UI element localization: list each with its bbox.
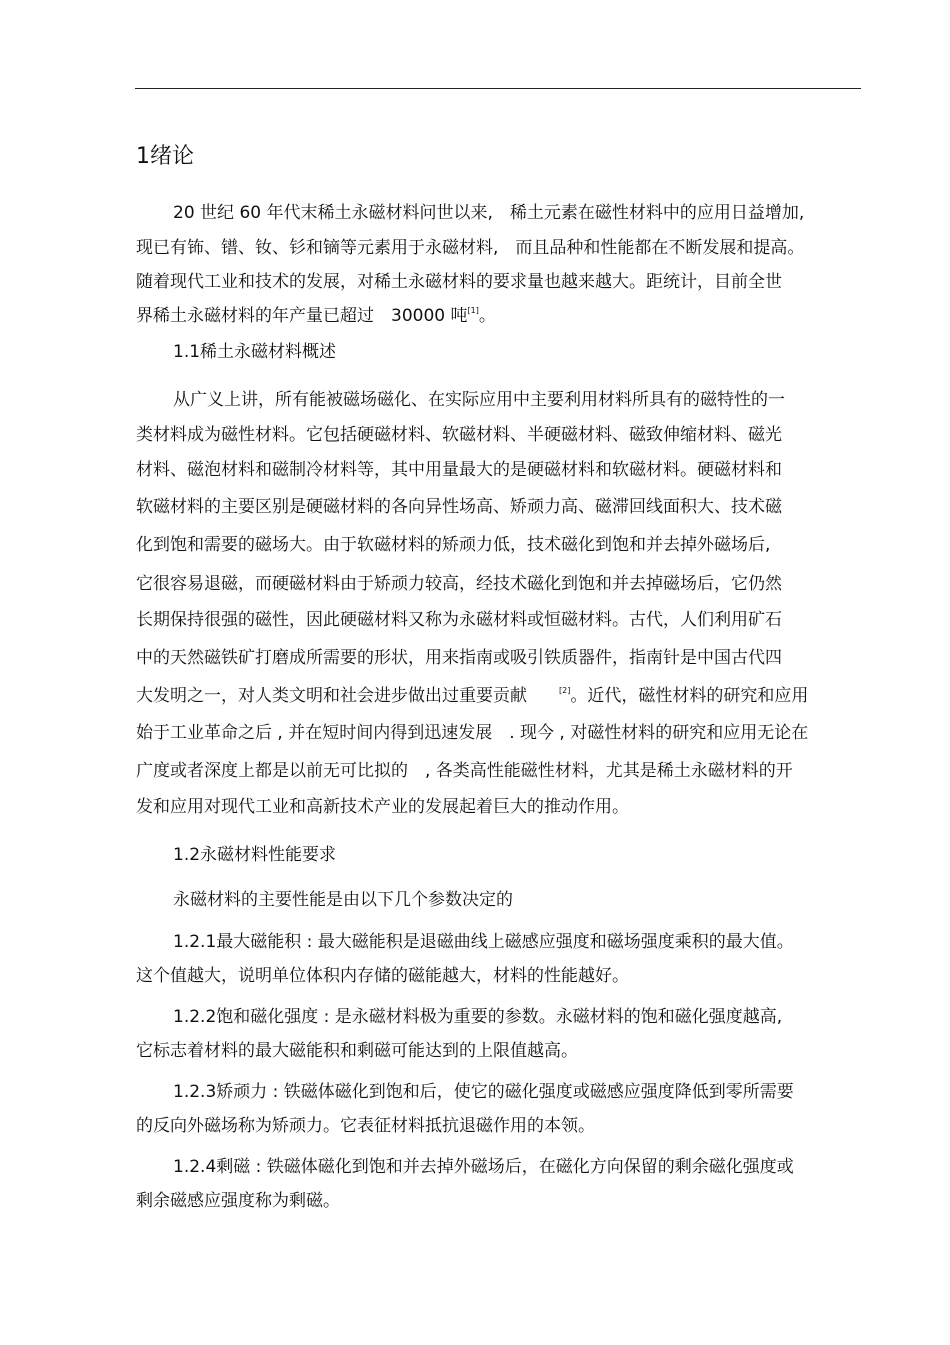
s12-intro: 永磁材料的主要性能是由以下几个参数决定的	[173, 890, 513, 910]
s11-line: 发和应用对现代工业和高新技术产业的发展起着巨大的推动作用。	[136, 797, 629, 817]
param-1-line-2: 这个值越大，说明单位体积内存储的磁能越大，材料的性能越好。	[136, 966, 629, 986]
section-1-2-title: 1.2永磁材料性能要求	[173, 845, 337, 865]
chapter-heading: 1绪论	[136, 144, 194, 169]
s11-line: 软磁材料的主要区别是硬磁材料的各向异性场高、矫顽力高、磁滞回线面积大、技术磁	[136, 497, 782, 517]
param-3-line-1: 1.2.3矫顽力 : 铁磁体磁化到饱和后，使它的磁化强度或磁感应强度降低到零所需要	[173, 1082, 794, 1102]
param-2-line-1: 1.2.2饱和磁化强度 : 是永磁材料极为重要的参数。永磁材料的饱和磁化强度越高,	[173, 1007, 783, 1027]
param-2-line-2: 它标志着材料的最大磁能积和剩磁可能达到的上限值越高。	[136, 1041, 578, 1061]
param-4-line-2: 剩余磁感应强度称为剩磁。	[136, 1191, 340, 1211]
s11-line: 广度或者深度上都是以前无可比拟的 , 各类高性能磁性材料，尤其是稀土永磁材料的开	[136, 761, 793, 781]
intro-line-3: 随着现代工业和技术的发展，对稀土永磁材料的要求量也越来越大。距统计，目前全世	[136, 272, 782, 292]
intro-line-1: 20 世纪 60 年代末稀土永磁材料问世以来, 稀土元素在磁性材料中的应用日益增加,	[173, 203, 805, 223]
header-rule	[135, 88, 861, 89]
s11-line: 中的天然磁铁矿打磨成所需要的形状，用来指南或吸引铁质器件，指南针是中国古代四	[136, 648, 782, 668]
intro-line-4	[136, 306, 496, 326]
param-3-line-2: 的反向外磁场称为矫顽力。它表征材料抵抗退磁作用的本领。	[136, 1116, 595, 1136]
section-1-1-title: 1.1稀土永磁材料概述	[173, 342, 337, 362]
citation-ref-2[interactable]: [2]	[559, 686, 571, 695]
param-4-line-1: 1.2.4剩磁 : 铁磁体磁化到饱和并去掉外磁场后，在磁化方向保留的剩余磁化强度或	[173, 1157, 794, 1177]
s11-line: 它很容易退磁，而硬磁材料由于矫顽力较高，经技术磁化到饱和并去掉磁场后，它仍然	[136, 574, 782, 594]
citation-ref-1[interactable]: [1]	[467, 306, 479, 315]
s11-line: 化到饱和需要的磁场大。由于软磁材料的矫顽力低，技术磁化到饱和并去掉外磁场后,	[136, 535, 771, 555]
s11-line-9-end: 。近代，磁性材料的研究和应用	[570, 686, 809, 706]
s11-line-9-text: 大发明之一，对人类文明和社会进步做出过重要贡献	[136, 686, 527, 706]
intro-line-4-end: 。	[478, 306, 496, 326]
s11-line: 类材料成为磁性材料。它包括硬磁材料、软磁材料、半硬磁材料、磁致伸缩材料、磁光	[136, 425, 782, 445]
s11-line-9	[136, 686, 808, 706]
intro-line-2: 现已有钸、镨、钕、钐和镝等元素用于永磁材料, 而且品种和性能都在不断发展和提高。	[136, 238, 805, 258]
param-1-line-1: 1.2.1最大磁能积 : 最大磁能积是退磁曲线上磁感应强度和磁场强度乘积的最大值。	[173, 932, 794, 952]
s11-line: 从广义上讲，所有能被磁场磁化、在实际应用中主要利用材料所具有的磁特性的一	[173, 390, 785, 410]
s11-line: 长期保持很强的磁性，因此硬磁材料又称为永磁材料或恒磁材料。古代，人们利用矿石	[136, 610, 782, 630]
s11-line: 材料、磁泡材料和磁制冷材料等，其中用量最大的是硬磁材料和软磁材料。硬磁材料和	[136, 460, 782, 480]
intro-line-4-text: 界稀土永磁材料的年产量已超过 30000 吨	[136, 306, 468, 326]
s11-line: 始于工业革命之后 , 并在短时间内得到迅速发展 . 现今 , 对磁性材料的研究和应用无论在	[136, 723, 809, 743]
